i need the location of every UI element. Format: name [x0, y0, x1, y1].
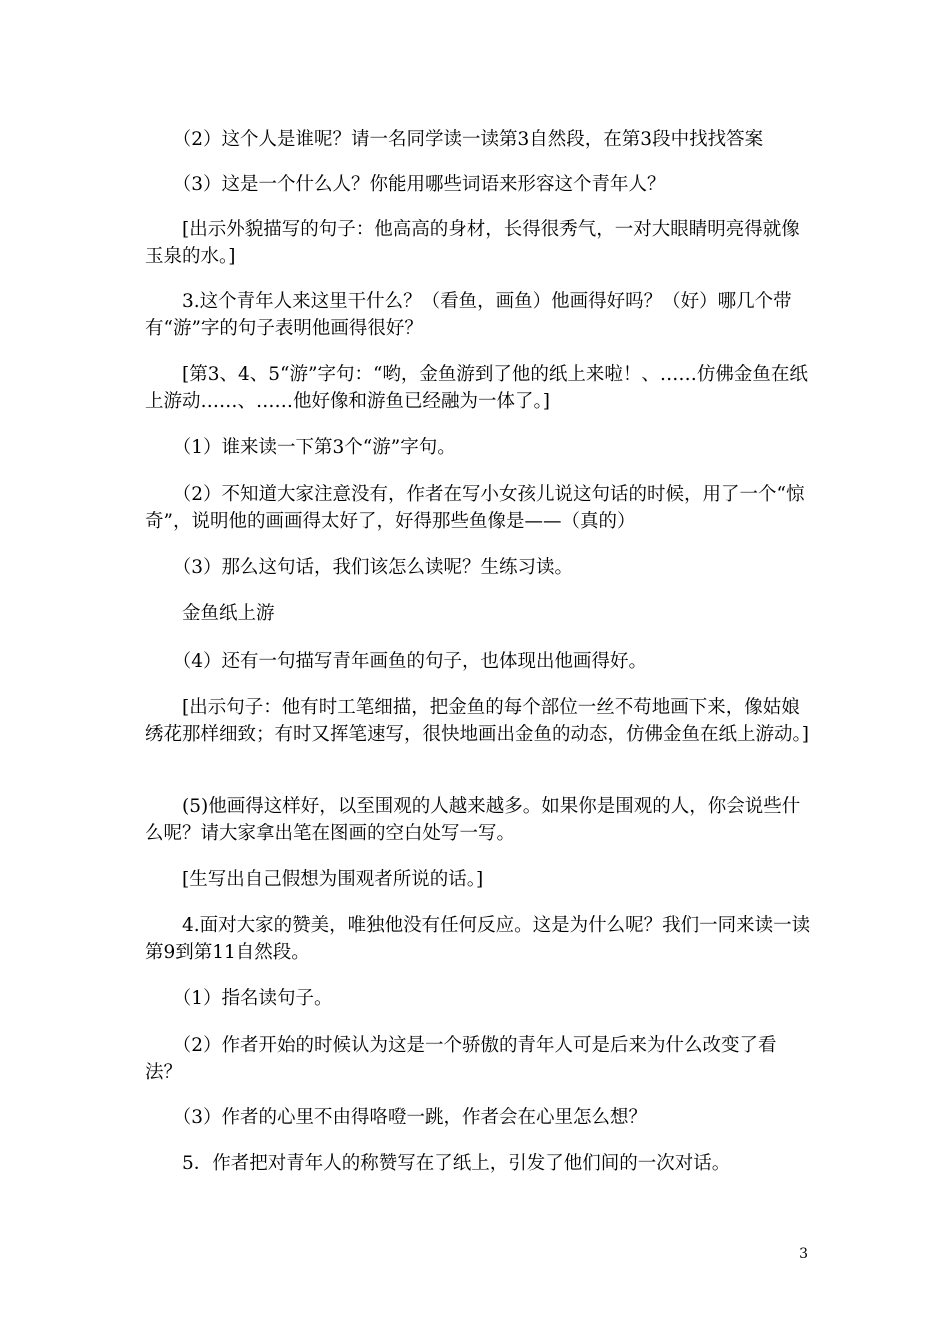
paragraph: （3）那么这句话，我们该怎么读呢？生练习读。: [145, 557, 574, 578]
paragraph: [出示句子：他有时工笔细描，把金鱼的每个部位一丝不苟地画下来，像姑娘绣花那样细致；有时又挥笔速写，很快地画出金鱼的动态，仿佛金鱼在纸上游动。]: [145, 697, 809, 745]
page-number: 3: [799, 1246, 808, 1262]
paragraph: (5)他画得这样好，以至围观的人越来越多。如果你是围观的人，你会说些什么呢？请大家拿出笔在图画的空白处写一写。: [145, 796, 801, 844]
paragraph: 5．作者把对青年人的称赞写在了纸上，引发了他们间的一次对话。: [145, 1153, 731, 1174]
paragraph: （4）还有一句描写青年画鱼的句子，也体现出他画得好。: [145, 651, 648, 672]
paragraph: （3）作者的心里不由得咯噔一跳，作者会在心里怎么想？: [145, 1107, 648, 1128]
paragraph: [出示外貌描写的句子：他高高的身材，长得很秀气，一对大眼睛明亮得就像玉泉的水。]: [145, 219, 800, 267]
paragraph: （2）不知道大家注意没有，作者在写小女孩儿说这句话的时候，用了一个“惊奇”，说明他的画画得太好了，好得那些鱼像是——（真的）: [145, 484, 805, 532]
paragraph: 3.这个青年人来这里干什么？（看鱼，画鱼）他画得好吗？（好）哪几个带有“游”字的句子表明他画得很好？: [145, 291, 792, 339]
paragraph: （3）这是一个什么人？你能用哪些词语来形容这个青年人？: [145, 174, 666, 195]
paragraph: （1）谁来读一下第3个“游”字句。: [145, 437, 456, 458]
paragraph: 金鱼纸上游: [145, 603, 275, 624]
paragraph: [生写出自己假想为围观者所说的话。]: [145, 869, 484, 890]
paragraph: （1）指名读句子。: [145, 988, 333, 1009]
paragraph: （2）作者开始的时候认为这是一个骄傲的青年人可是后来为什么改变了看法？: [145, 1035, 777, 1083]
paragraph: 4.面对大家的赞美，唯独他没有任何反应。这是为什么呢？我们一同来读一读第9到第11自然段。: [145, 915, 811, 963]
paragraph: （2）这个人是谁呢？请一名同学读一读第3自然段，在第3段中找找答案: [145, 129, 764, 150]
paragraph: [第3、4、5“游”字句：“哟，金鱼游到了他的纸上来啦！、……仿佛金鱼在纸上游动……、……他好像和游鱼已经融为一体了。]: [145, 364, 808, 412]
